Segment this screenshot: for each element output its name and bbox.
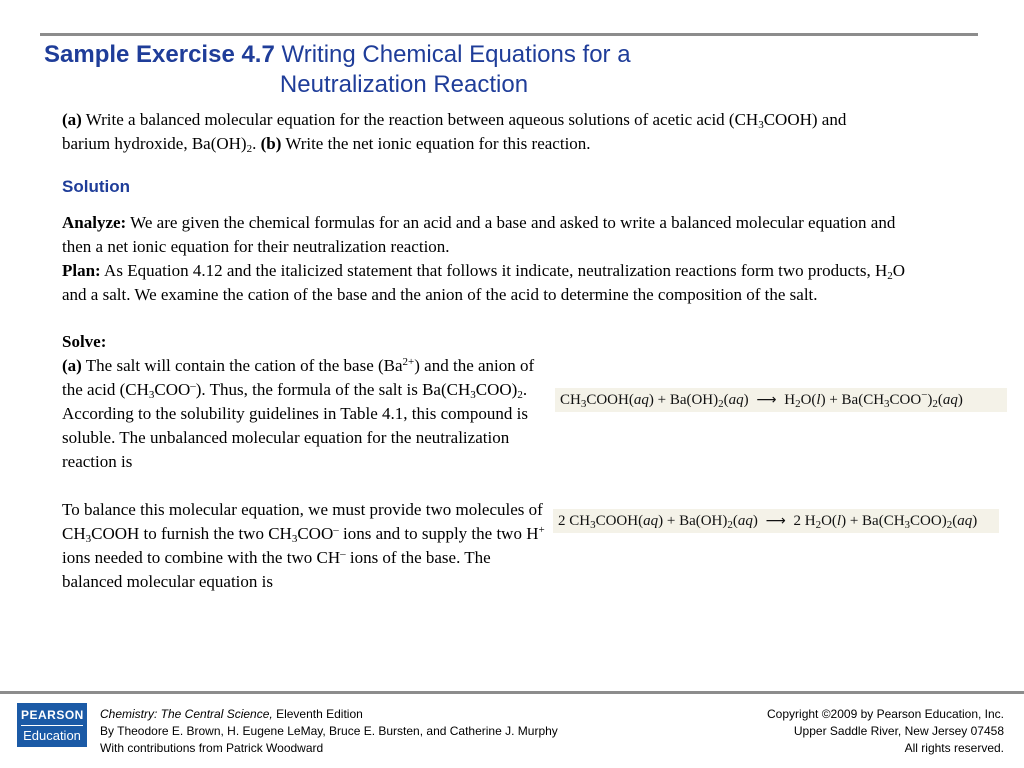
eq-text: H [784, 392, 796, 408]
solve-text: . According to the solubility guidelines in Table 4.1, this compound is soluble. The unbalanced molecular equation for the neutralization reaction is [62, 380, 528, 471]
problem-text: Write a balanced molecular equation for the reaction between aqueous solutions of acetic acid (CH [85, 110, 759, 129]
subscript: 2 [246, 143, 253, 155]
subscript: 3 [470, 389, 476, 401]
top-rule [40, 33, 978, 36]
eq-text: ( [723, 392, 729, 408]
book-contributions: With contributions from Patrick Woodward [100, 741, 324, 755]
superscript: + [538, 524, 545, 536]
eq-text: ) [752, 513, 758, 529]
eq-state: l [836, 513, 842, 529]
analyze-paragraph [62, 211, 922, 259]
subscript: 3 [85, 533, 92, 545]
eq-state: aq [737, 513, 753, 529]
solve-text: To balance this molecular equation, we must provide two molecules of CH [62, 500, 543, 543]
eq-state: aq [633, 392, 649, 408]
analyze-plan-block [62, 211, 922, 307]
eq-text: Ba(CH [862, 513, 905, 529]
eq-state: aq [728, 392, 744, 408]
superscript: – [190, 380, 196, 392]
analyze-label: Analyze: [62, 213, 127, 232]
subscript: 3 [590, 519, 596, 531]
logo-text: PEARSON [21, 703, 83, 726]
analyze-text: We are given the chemical formulas for an acid and a base and asked to write a balanced molecular equation and then a net ionic equation for their neutralization reaction. [62, 213, 896, 256]
book-title: Chemistry: The Central Science, [100, 707, 273, 721]
eq-text: ) [820, 392, 826, 408]
eq-text: Ba(OH) [679, 513, 728, 529]
eq-text: COOH( [595, 513, 644, 529]
exercise-number: Sample Exercise 4.7 [44, 41, 275, 68]
eq-text: ) [743, 392, 749, 408]
subscript: 3 [884, 398, 890, 410]
eq-text: O( [800, 392, 817, 408]
eq-plus: + [657, 392, 667, 408]
bottom-rule [0, 691, 1024, 694]
eq-text: ( [937, 392, 943, 408]
eq-state: l [816, 392, 821, 408]
solution-heading: Solution [62, 177, 130, 196]
part-a-label: (a) [62, 356, 82, 375]
problem-text: Write the net ionic equation for this reaction. [285, 134, 591, 153]
superscript: 2+ [402, 356, 415, 368]
superscript: − [921, 389, 928, 401]
eq-state: aq [643, 513, 659, 529]
solve-text: ions and to supply the two H [338, 524, 539, 543]
title-line1: Writing Chemical Equations for a [281, 41, 631, 68]
eq-text: Ba(OH) [669, 392, 719, 408]
solve-text: COO [154, 380, 191, 399]
solve-text: ions needed to combine with the two CH [62, 548, 341, 567]
eq-text: ) [957, 392, 963, 408]
subscript: 2 [727, 519, 733, 531]
problem-text: . [252, 134, 257, 153]
eq-text: ) [972, 513, 978, 529]
solve-label: Solve: [62, 332, 107, 351]
plan-text: As Equation 4.12 and the italicized statement that follows it indicate, neutralization reactions form two products, H [104, 261, 888, 280]
subscript: 2 [887, 270, 893, 282]
solve-text: COOH to furnish the two CH [91, 524, 292, 543]
superscript: – [333, 524, 339, 536]
balanced-equation [553, 509, 999, 533]
solve-paragraph-1 [62, 354, 554, 474]
subscript: 3 [904, 519, 911, 531]
subscript: 2 [946, 519, 953, 531]
part-a-label: (a) [62, 110, 82, 129]
eq-text: Ba(CH [841, 392, 885, 408]
subscript: 3 [148, 389, 155, 401]
eq-state: aq [957, 513, 973, 529]
solve-text: ions of the base. The balanced molecular equation is [62, 548, 491, 591]
reaction-arrow: ⟶ [756, 392, 777, 408]
solve-text: ) and the anion of the acid (CH [62, 356, 535, 399]
eq-text: ) [658, 513, 664, 529]
subscript: 2 [718, 398, 724, 410]
plan-text: O and a salt. We examine the cation of the base and the anion of the acid to determine the composition of the salt. [62, 261, 906, 304]
eq-plus: + [829, 392, 838, 408]
plan-paragraph [62, 259, 922, 307]
eq-text: ) [648, 392, 654, 408]
subscript: 3 [580, 398, 587, 410]
solve-paragraph-2 [62, 498, 554, 594]
reaction-arrow: ⟶ [765, 513, 786, 529]
subscript: 3 [758, 119, 764, 131]
solve-block [62, 330, 554, 594]
rights-text: All rights reserved. [904, 741, 1004, 755]
footer-citation [100, 706, 558, 757]
publisher-location: Upper Saddle River, New Jersey 07458 [793, 724, 1004, 738]
copyright-text: Copyright ©2009 by Pearson Education, Inc. [767, 707, 1004, 721]
eq-plus: + [666, 513, 676, 529]
pearson-logo [17, 703, 87, 747]
eq-text: ) [927, 392, 933, 408]
subscript: 3 [291, 533, 298, 545]
eq-text: ( [952, 513, 958, 529]
eq-text: 2 H [793, 513, 816, 529]
solve-text: ). Thus, the formula of the salt is Ba(CH [195, 380, 471, 399]
title-line2: Neutralization Reaction [279, 71, 529, 98]
subscript: 2 [815, 519, 822, 531]
subscript: 2 [517, 389, 523, 401]
plan-label: Plan: [62, 261, 101, 280]
problem-statement [62, 108, 862, 156]
logo-text: Education [23, 728, 81, 743]
eq-state: aq [942, 392, 958, 408]
eq-text: COO) [910, 513, 947, 529]
part-b-label: (b) [260, 134, 282, 153]
book-edition: Eleventh Edition [276, 707, 363, 721]
eq-text: ) [841, 513, 847, 529]
solve-text: COO) [475, 380, 518, 399]
subscript: 2 [932, 398, 938, 410]
slide-title [44, 40, 704, 100]
eq-text: CH [560, 392, 581, 408]
eq-text: O( [821, 513, 837, 529]
eq-text: COOH( [586, 392, 634, 408]
eq-text: 2 CH [558, 513, 591, 529]
problem-text: COOH) and barium hydroxide, Ba(OH) [62, 110, 847, 153]
subscript: 2 [795, 398, 801, 410]
superscript: – [340, 548, 346, 560]
solve-text: The salt will contain the cation of the base (Ba [85, 356, 403, 375]
eq-text: COO [889, 392, 922, 408]
footer-copyright [767, 706, 1004, 757]
unbalanced-equation [555, 388, 1007, 412]
eq-plus: + [849, 513, 859, 529]
solve-text: COO [297, 524, 334, 543]
eq-text: ( [732, 513, 738, 529]
book-authors: By Theodore E. Brown, H. Eugene LeMay, Bruce E. Bursten, and Catherine J. Murphy [100, 724, 558, 738]
